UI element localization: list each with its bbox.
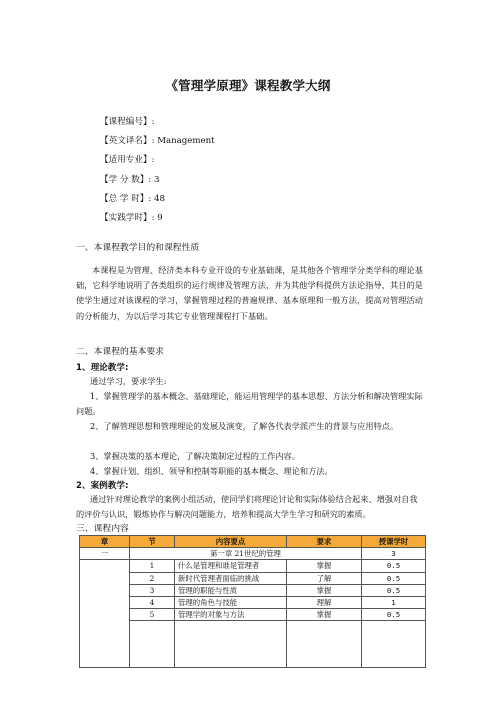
cell-section: 3 [130, 584, 175, 596]
cell-content: 管理的角色与技能 [175, 596, 287, 608]
cell-empty [287, 621, 362, 668]
cell-hours: 0.5 [362, 584, 426, 596]
theory-item-2: 2、了解管理思想和管理理论的发展及演变，了解各代表学派产生的背景与应用特点。 [90, 421, 399, 431]
cell-hours: 0.5 [362, 609, 426, 621]
cell-requirement: 掌握 [287, 560, 362, 572]
cell-requirement: 理解 [287, 596, 362, 608]
header-content: 内容要点 [175, 536, 287, 548]
info-course-code: 【课程编号】: [100, 117, 155, 127]
cell-chapter: 一 [80, 548, 130, 560]
table-row [80, 572, 426, 584]
cell-requirement: 掌握 [287, 609, 362, 621]
info-credits: 【学 分 数】: 3 [100, 174, 160, 185]
cell-content: 新时代管理者面临的挑战 [175, 572, 287, 584]
table-row [80, 584, 426, 596]
cell-content: 管理的职能与性质 [175, 584, 287, 596]
case-heading: 2、案例教学: [76, 481, 129, 491]
table-row [80, 609, 426, 621]
cell-content: 什么是管理和谁是管理者 [175, 560, 287, 572]
table-row-continuation [80, 621, 426, 668]
theory-item-3: 3、掌握决策的基本理论，了解决策制定过程的工作内容。 [90, 451, 300, 461]
header-chapter: 章 [80, 536, 130, 548]
course-content-table [79, 535, 426, 668]
cell-requirement: 掌握 [287, 584, 362, 596]
info-english-name: 【英文译名】: Management [100, 136, 215, 147]
page-title: 《管理学原理》课程教学大纲 [165, 78, 331, 93]
table-row-chapter [80, 548, 426, 560]
info-total-hours: 【总 学 时】: 48 [100, 193, 165, 204]
section3-heading: 三、课程内容 [76, 524, 129, 534]
cell-empty [130, 621, 175, 668]
section1-body: 本课程是为管理、经济类本科专业开设的专业基础课，是其他各个管理学分类学科的理论基础，它科学地说明了各类组织的运行规律及管理方法，并为其他学科提供方法论指导，其目的是使学生通过对该课程的学习，掌握管理过程的普遍规律、基本原理和一般方法，提高对管理活动的分析能力，为以后学习其它专业管理课程打下基础。 [76, 265, 423, 321]
cell-section: 2 [130, 572, 175, 584]
cell-requirement: 了解 [287, 572, 362, 584]
cell-section: 1 [130, 560, 175, 572]
header-hours: 授课学时 [362, 536, 426, 548]
cell-empty [175, 621, 287, 668]
info-practice-hours: 【实践学时】: 9 [100, 212, 163, 223]
cell-chapter-span [80, 560, 130, 668]
cell-hours: 0.5 [362, 560, 426, 572]
cell-section: 4 [130, 596, 175, 608]
cell-chapter-hours: 3 [362, 548, 426, 560]
info-major: 【适用专业】: [100, 155, 155, 166]
table-row [80, 560, 426, 572]
header-section: 节 [130, 536, 175, 548]
theory-item-1: 1、掌握管理学的基本概念、基础理论，能运用管理学的基本思想、方法分析和解决管理实际问题。 [76, 391, 423, 416]
cell-empty [362, 621, 426, 668]
theory-heading: 1、理论教学: [76, 363, 129, 373]
cell-chapter-title: 第一章 21世纪的管理 [130, 548, 362, 560]
course-info [100, 113, 215, 228]
case-body: 通过针对理论教学的案例小组活动，使同学们将理论讨论和实际体验结合起来、增强对自我的评价与认识，锻炼协作与解决问题能力，培养和提高大学生学习和研究的素质。 [76, 494, 418, 519]
cell-hours: 0.5 [362, 572, 426, 584]
section1-heading: 一、本课程教学目的和课程性质 [76, 243, 200, 253]
table-row [80, 596, 426, 608]
cell-hours: 1 [362, 596, 426, 608]
section2-heading: 二、本课程的基本要求 [76, 347, 164, 357]
cell-section: 5 [130, 609, 175, 621]
header-requirement: 要求 [287, 536, 362, 548]
table-header-row [80, 536, 426, 548]
theory-intro: 通过学习，要求学生: [90, 376, 167, 386]
cell-content: 管理学的对象与方法 [175, 609, 287, 621]
theory-item-4: 4、掌握计划、组织、领导和控制等职能的基本概念、理论和方法。 [90, 466, 333, 476]
